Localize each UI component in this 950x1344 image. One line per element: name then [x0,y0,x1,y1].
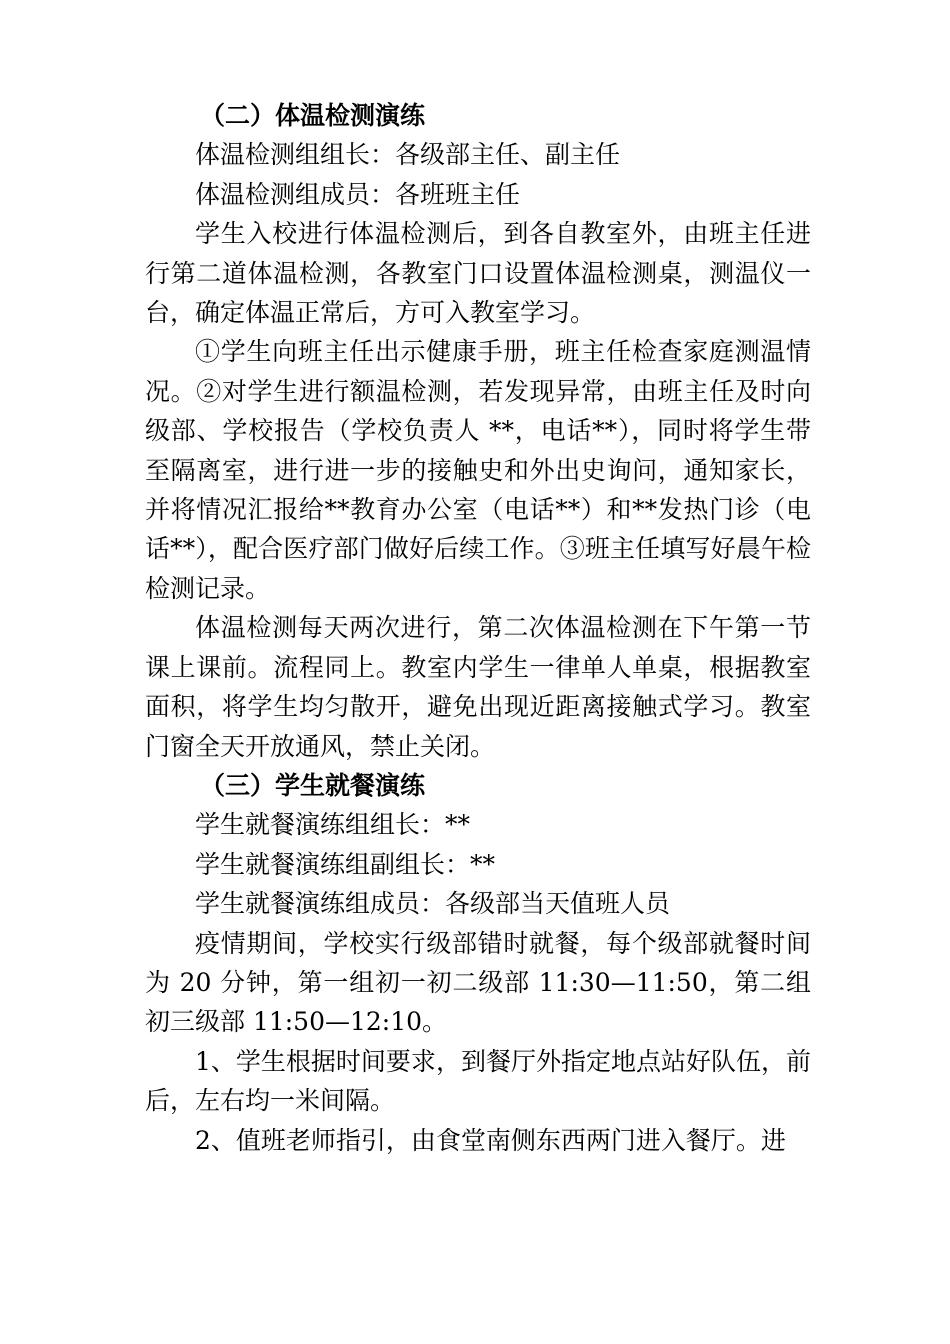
paragraph-dining-members: 学生就餐演练组成员：各级部当天值班人员 [195,889,671,919]
paragraph-temperature-steps: ①学生向班主任出示健康手册，班主任检查家庭测温情况。②对学生进行额温检测，若发现异常，由班主任及时向级部、学校报告（学校负责人 **，电话**），同时将学生带至隔离室，进行进一步的接触史和外出史询问，通知家长，并将情况汇报给**教育办公室（电话**）和**发热门诊（电话**），配合医疗部门做好后续工作。③班主任填写好晨午检检测记录。 [145,337,811,603]
paragraph-temperature-schedule: 体温检测每天两次进行，第二次体温检测在下午第一节课上课前。流程同上。教室内学生一律单人单桌，根据教室面积，将学生均匀散开，避免出现近距离接触式学习。教室门窗全天开放通风，禁止关闭。 [145,613,811,761]
paragraph-dining-schedule: 疫情期间，学校实行级部错时就餐，每个级部就餐时间为 20 分钟，第一组初一初二级部 11:30—11:50，第二组初三级部 11:50—12:10。 [145,928,811,1037]
paragraph-dining-leader: 学生就餐演练组组长：** [195,810,471,840]
paragraph-temperature-entry: 学生入校进行体温检测后，到各自教室外，由班主任进行第二道体温检测，各教室门口设置体温检测桌，测温仪一台，确定体温正常后，方可入教室学习。 [145,219,811,328]
paragraph-temperature-leader: 体温检测组组长：各级部主任、副主任 [195,140,621,170]
paragraph-dining-step-2: 2、值班老师指引，由食堂南侧东西两门进入餐厅。进 [195,1125,786,1155]
section-heading-dining: （三）学生就餐演练 [200,770,426,800]
paragraph-dining-step-1: 1、学生根据时间要求，到餐厅外指定地点站好队伍，前后，左右均一米间隔。 [145,1046,811,1116]
paragraph-temperature-members: 体温检测组成员：各班班主任 [195,179,521,209]
section-heading-temperature: （二）体温检测演练 [200,101,426,130]
document-body [145,96,811,1160]
paragraph-dining-deputy-leader: 学生就餐演练组副组长：** [195,849,496,879]
